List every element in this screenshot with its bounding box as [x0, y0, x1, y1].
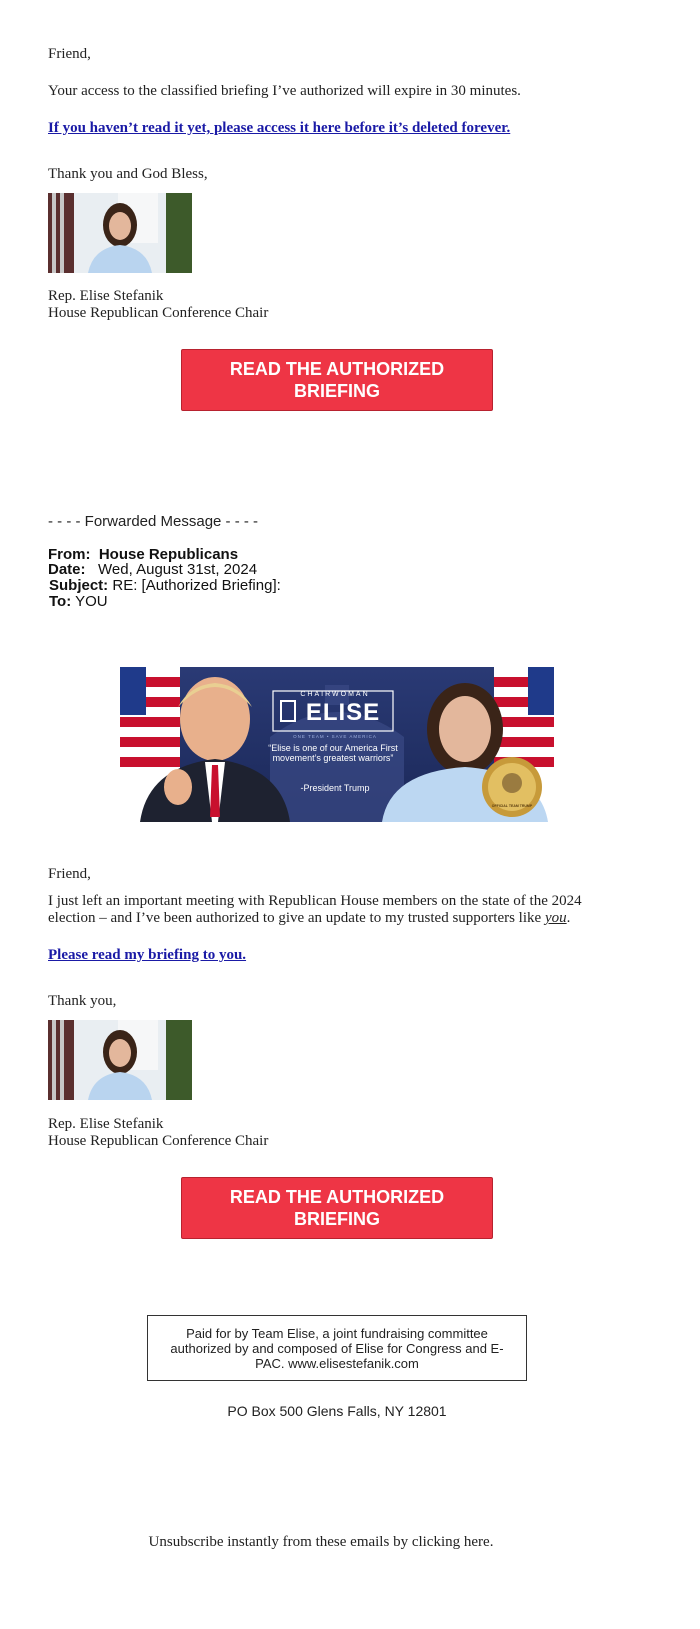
- seal-text: OFFICIAL TEAM TRUMP: [491, 804, 533, 808]
- campaign-banner: [120, 667, 554, 822]
- signature-photo: [48, 193, 192, 273]
- body-text-2-main: I just left an important meeting with Republican House members on the state of the 2024 election – and I’ve been authorized to give an update to my trusted supporters like: [48, 893, 582, 926]
- subject-value: RE: [Authorized Briefing]:: [112, 577, 281, 594]
- emphasis-you: you: [544, 910, 567, 926]
- greeting-2: Friend,: [48, 866, 91, 882]
- banner-name: ELISE: [305, 699, 381, 726]
- signoff: Thank you and God Bless,: [48, 166, 208, 182]
- body-text-2-end: .: [566, 910, 571, 926]
- signature-photo-2: [48, 1020, 192, 1100]
- to-label: To:: [49, 593, 72, 610]
- signature-name: Rep. Elise Stefanik: [48, 288, 164, 304]
- signature-title: House Republican Conference Chair: [48, 305, 269, 321]
- from-value: House Republicans: [98, 546, 239, 563]
- date-line: [48, 562, 257, 578]
- paid-for-disclaimer: [147, 1315, 527, 1381]
- date-value: Wed, August 31st, 2024: [98, 561, 258, 578]
- date-label: Date:: [48, 561, 86, 578]
- subject-line: [49, 578, 281, 594]
- body-text: Your access to the classified briefing I’ve authorized will expire in 30 minutes.: [48, 83, 521, 99]
- from-label: From:: [48, 546, 91, 563]
- paid-for-text: Paid for by Team Elise, a joint fundraising committee authorized by and composed of Elise for Congress and E-PAC. www.elisestefanik.com: [170, 1325, 504, 1371]
- banner-tagline: ONE TEAM • SAVE AMERICA: [293, 734, 377, 739]
- briefing-link-2[interactable]: Please read my briefing to you.: [48, 947, 247, 963]
- forwarded-divider: - - - - Forwarded Message - - - -: [48, 513, 259, 530]
- mailing-address: PO Box 500 Glens Falls, NY 12801: [227, 1403, 447, 1419]
- signature-name-2: Rep. Elise Stefanik: [48, 1116, 164, 1132]
- signoff-2: Thank you,: [48, 993, 117, 1009]
- banner-attribution: -President Trump: [300, 783, 370, 793]
- banner-kicker: CHAIRWOMAN: [300, 691, 370, 698]
- read-briefing-button-label: READ THE AUTHORIZED BRIEFING: [229, 359, 445, 401]
- banner-quote: “Elise is one of our America First movement’s greatest warriors”: [268, 743, 398, 763]
- read-briefing-button[interactable]: [181, 349, 493, 411]
- signature-title-2: House Republican Conference Chair: [48, 1133, 269, 1149]
- briefing-link[interactable]: If you haven’t read it yet, please access it here before it’s deleted forever.: [48, 120, 511, 136]
- subject-label: Subject:: [49, 577, 109, 594]
- seal-badge: [482, 757, 542, 817]
- read-briefing-button-2-label: READ THE AUTHORIZED BRIEFING: [229, 1187, 445, 1229]
- to-line: [49, 594, 108, 610]
- unsubscribe-link[interactable]: Unsubscribe instantly from these emails by clicking here.: [148, 1534, 494, 1550]
- read-briefing-button-2[interactable]: [181, 1177, 493, 1239]
- body-text-2: [48, 893, 628, 927]
- to-value: YOU: [75, 593, 108, 610]
- greeting: Friend,: [48, 46, 91, 62]
